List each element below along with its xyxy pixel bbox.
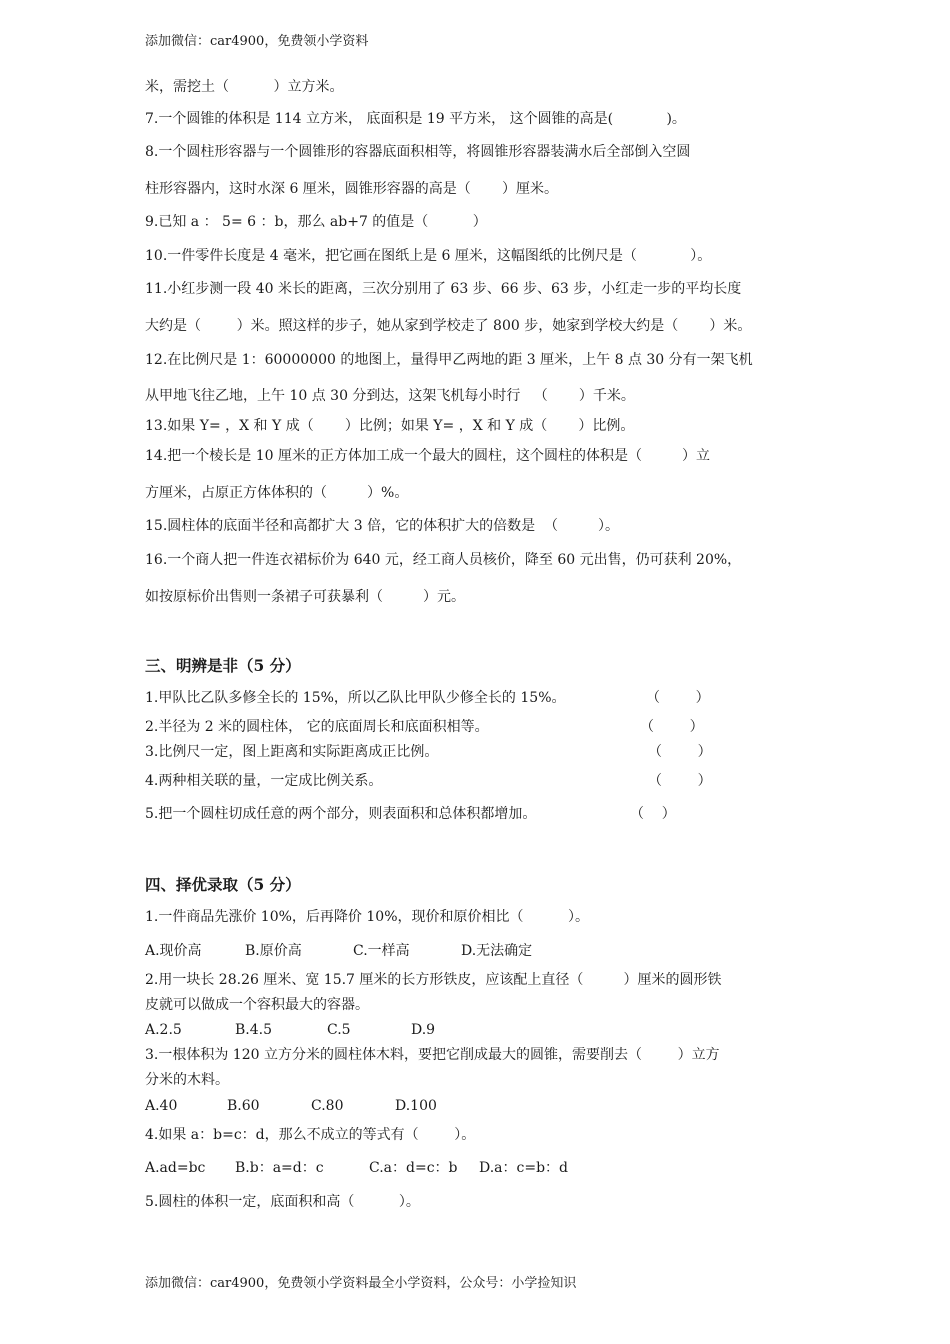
fill-line: 柱形容器内，这时水深 6 厘米，圆锥形容器的高是（ ）厘米。 xyxy=(145,181,558,197)
fill-line: 12.在比例尺是 1：60000000 的地图上，量得甲乙两地的距 3 厘米，上午 8 点 30 分有一架飞机 xyxy=(145,352,753,368)
mc-option: B.60 xyxy=(227,1098,260,1114)
mc-option: D.a：c=b：d xyxy=(479,1160,569,1176)
fill-line: 11.小红步测一段 40 米长的距离，三次分别用了 63 步、66 步、63 步，小红走一步的平均长度 xyxy=(145,281,742,297)
mc-option: A.2.5 xyxy=(145,1022,182,1038)
mc-option: B.b：a=d：c xyxy=(235,1160,324,1176)
tf-answer-bracket: （ ） xyxy=(640,719,704,735)
tf-answer-bracket: （ ） xyxy=(646,690,710,706)
tf-answer-bracket: （ ） xyxy=(630,806,676,822)
mc-question: 5.圆柱的体积一定，底面积和高（ ）。 xyxy=(145,1194,420,1210)
fill-line: 从甲地飞往乙地，上午 10 点 30 分到达，这架飞机每小时行 （ ）千米。 xyxy=(145,388,635,404)
fill-line: 9.已知 a ： 5= 6 ：b，那么 ab+7 的值是（ ） xyxy=(145,214,487,230)
fill-line: 16.一个商人把一件连衣裙标价为 640 元，经工商人员核价，降至 60 元出售，仍可获利 20%， xyxy=(145,552,742,568)
mc-option: D.9 xyxy=(411,1022,436,1038)
mc-question: 3.一根体积为 120 立方分米的圆柱体木料，要把它削成最大的圆锥，需要削去（ ）立方 xyxy=(145,1047,720,1063)
mc-option: D.无法确定 xyxy=(461,943,533,959)
fill-line: 13.如果 Y= ，X 和 Y 成（ ）比例；如果 Y= ，X 和 Y 成（ ）比例。 xyxy=(145,418,635,434)
section-title-judgement: 三、明辨是非（5 分） xyxy=(145,656,301,675)
page-header: 添加微信：car4900，免费领小学资料 xyxy=(145,34,369,49)
page-footer: 添加微信：car4900，免费领小学资料最全小学资料，公众号：小学捡知识 xyxy=(145,1276,577,1291)
mc-option: A.ad=bc xyxy=(145,1160,206,1176)
mc-question: 4.如果 a：b=c：d，那么不成立的等式有（ ）。 xyxy=(145,1127,476,1143)
tf-answer-bracket: （ ） xyxy=(648,773,712,789)
mc-question: 1.一件商品先涨价 10%，后再降价 10%，现价和原价相比（ ）。 xyxy=(145,909,589,925)
fill-line: 14.把一个棱长是 10 厘米的正方体加工成一个最大的圆柱，这个圆柱的体积是（ ）立 xyxy=(145,448,711,464)
mc-option: A.40 xyxy=(145,1098,178,1114)
fill-line: 15.圆柱体的底面半径和高都扩大 3 倍，它的体积扩大的倍数是 （ ）。 xyxy=(145,518,620,534)
mc-option: D.100 xyxy=(395,1098,437,1114)
mc-option: A.现价高 xyxy=(145,943,202,959)
section-title-choice: 四、择优录取（5 分） xyxy=(145,875,301,894)
tf-question: 5.把一个圆柱切成任意的两个部分，则表面积和总体积都增加。 xyxy=(145,806,537,822)
fill-line: 8.一个圆柱形容器与一个圆锥形的容器底面积相等，将圆锥形容器装满水后全部倒入空圆 xyxy=(145,144,691,160)
tf-question: 2.半径为 2 米的圆柱体， 它的底面周长和底面积相等。 xyxy=(145,719,489,735)
mc-question: 分米的木料。 xyxy=(145,1072,229,1088)
mc-option: B.原价高 xyxy=(245,943,302,959)
tf-question: 1.甲队比乙队多修全长的 15%，所以乙队比甲队少修全长的 15%。 xyxy=(145,690,566,706)
mc-option: C.a：d=c：b xyxy=(369,1160,458,1176)
mc-option: C.一样高 xyxy=(353,943,410,959)
mc-option: C.80 xyxy=(311,1098,344,1114)
fill-line: 如按原标价出售则一条裙子可获暴利（ ）元。 xyxy=(145,589,466,605)
mc-question: 皮就可以做成一个容积最大的容器。 xyxy=(145,997,369,1013)
fill-line: 10.一件零件长度是 4 毫米，把它画在图纸上是 6 厘米，这幅图纸的比例尺是（ ）。 xyxy=(145,248,712,264)
tf-question: 4.两种相关联的量，一定成比例关系。 xyxy=(145,773,383,789)
fill-line: 米，需挖土（ ）立方米。 xyxy=(145,79,344,95)
mc-option: B.4.5 xyxy=(235,1022,273,1038)
tf-question: 3.比例尺一定，图上距离和实际距离成正比例。 xyxy=(145,744,439,760)
mc-option: C.5 xyxy=(327,1022,351,1038)
fill-line: 大约是（ ）米。照这样的步子，她从家到学校走了 800 步，她家到学校大约是（ ）米。 xyxy=(145,318,752,334)
fill-line: 7.一个圆锥的体积是 114 立方米， 底面积是 19 平方米， 这个圆锥的高是( )。 xyxy=(145,111,686,127)
mc-question: 2.用一块长 28.26 厘米、宽 15.7 厘米的长方形铁皮，应该配上直径（ ）厘米的圆形铁 xyxy=(145,972,722,988)
fill-line: 方厘米，占原正方体体积的（ ）%。 xyxy=(145,485,409,501)
tf-answer-bracket: （ ） xyxy=(648,744,712,760)
